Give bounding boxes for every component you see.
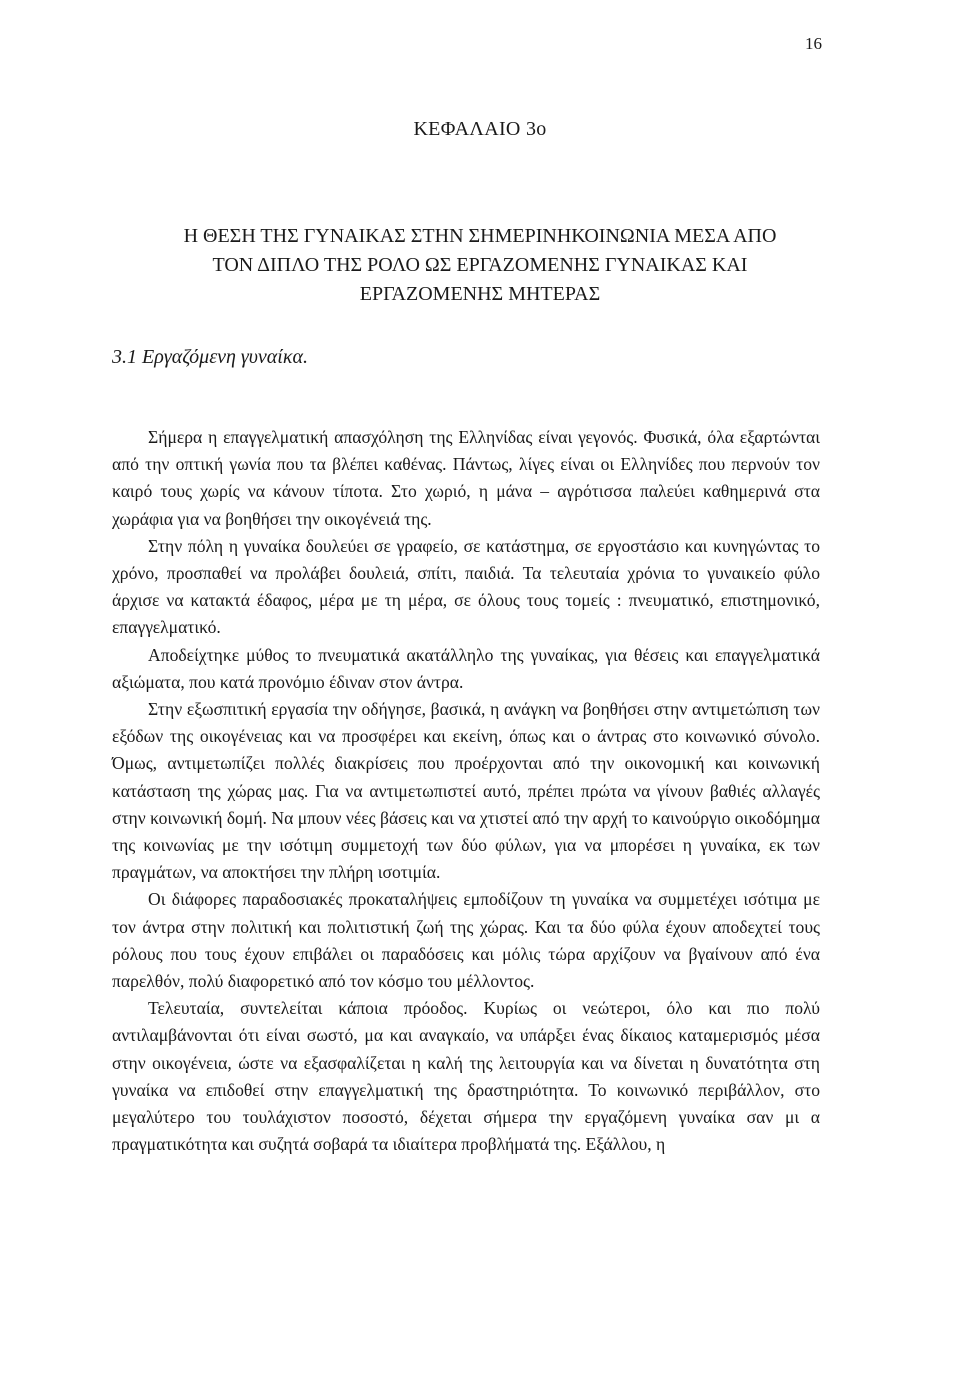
paragraph: Τελευταία, συντελείται κάποια πρόοδος. Κυρίως οι νεώτεροι, όλο και πιο πολύ αντιλαμβάνονται ότι είναι σωστό, μα και αναγκαίο, να υπάρξει ένας δίκαιος καταμερισμός μέσα στην οικογένεια, ώστε να εξασφαλίζεται η καλή της λειτουργία και να δίνεται η δυνατότητα στη γυναίκα να επιδοθεί στην επαγγελματική της δραστηριότητα. Το κοινωνικό περιβάλλον, στο μεγαλύτερο του τουλάχιστον ποσοστό, δέχεται σήμερα την εργαζόμενη γυναίκα σαν μι α πραγματικότητα και συζητά σοβαρά τα ιδιαίτερα προβλήματά της. Εξάλλου, η xyxy=(112,998,820,1155)
chapter-title-line: ΕΡΓΑΖΟΜΕΝΗΣ ΜΗΤΕΡΑΣ xyxy=(359,283,601,305)
paragraph: Στην εξωσπιτική εργασία την οδήγησε, βασικά, η ανάγκη να βοηθήσει στην αντιμετώπιση των εξόδων της οικογένειας και να προσφέρει και εκείνη, όπως και ο άντρας στο κοινωνικό σύνολο. Όμως, αντιμετωπίζει πολλές διακρίσεις που προέρχονται από την οικονομική και κοινωνική κατάσταση της χώρας μας. Για να αντιμετωπιστεί αυτό, πρέπει πρώτα να γίνουν βαθιές αλλαγές στην κοινωνική δομή. Να μπουν νέες βάσεις και να χτιστεί από την αρχή το καινούργιο οικοδόμημα της κοινωνίας με την ισότιμη συμμετοχή των δύο φύλων, για να μπορέσει η γυναίκα, εκ των πραγμάτων, να αποκτήσει την πλήρη ισοτιμία. xyxy=(112,699,820,883)
paragraph: Στην πόλη η γυναίκα δουλεύει σε γραφείο, σε κατάστημα, σε εργοστάσιο και κυνηγώντας το χρόνο, προσπαθεί να προλάβει δουλειά, σπίτι, παιδιά. Τα τελευταία χρόνια το γυναικείο φύλο άρχισε να κατακτά έδαφος, μέρα με τη μέρα, σε όλους τους τομείς : πνευματικό, επιστημονικό, επαγγελματικό. xyxy=(112,535,820,638)
chapter-title-line: Η ΘΕΣΗ ΤΗΣ ΓΥΝΑΙΚΑΣ ΣΤΗΝ ΣΗΜΕΡΙΝΗΚΟΙΝΩΝΙΑ ΜΕΣΑ ΑΠΟ xyxy=(183,225,777,247)
page-number: 16 xyxy=(805,34,822,53)
paragraph: Οι διάφορες παραδοσιακές προκαταλήψεις εμποδίζουν τη γυναίκα να συμμετέχει ισότιμα με τον άντρα στην πολιτική και πολιτιστική ζωή της χώρας. Και τα δύο φύλα έχουν αποδεχτεί τους ρόλους που τους έχουν επιβάλει οι παραδόσεις και μόλις τώρα αρχίζουν να βγαίνουν από ένα παρελθόν, πολύ διαφορετικό από τον κόσμο του μέλλοντος. xyxy=(112,889,820,992)
body-text xyxy=(112,424,820,1158)
paragraph: Αποδείχτηκε μύθος το πνευματικά ακατάλληλο της γυναίκας, για θέσεις και επαγγελματικά αξιώματα, που κατά προνόμιο έδιναν στον άντρα. xyxy=(112,644,820,692)
chapter-title-line: ΤΟΝ ΔΙΠΛΟ ΤΗΣ ΡΟΛΟ ΩΣ ΕΡΓΑΖΟΜΕΝΗΣ ΓΥΝΑΙΚΑΣ ΚΑΙ xyxy=(212,254,748,276)
paragraph: Σήμερα η επαγγελματική απασχόληση της Ελληνίδας είναι γεγονός. Φυσικά, όλα εξαρτώνται από την οπτική γωνία που τα βλέπει καθένας. Πάντως, λίγες είναι οι Ελληνίδες που περνούν τον καιρό τους χωρίς να κάνουν τίποτα. Στο χωριό, η μάνα – αγρότισσα παλεύει καθημερινά στα χωράφια για να βοηθήσει την οικογένειά της. xyxy=(112,427,820,529)
chapter-label: ΚΕΦΑΛΑΙΟ 3ο xyxy=(413,118,547,140)
chapter-title xyxy=(100,222,860,309)
section-heading: 3.1 Εργαζόμενη γυναίκα. xyxy=(112,346,308,368)
